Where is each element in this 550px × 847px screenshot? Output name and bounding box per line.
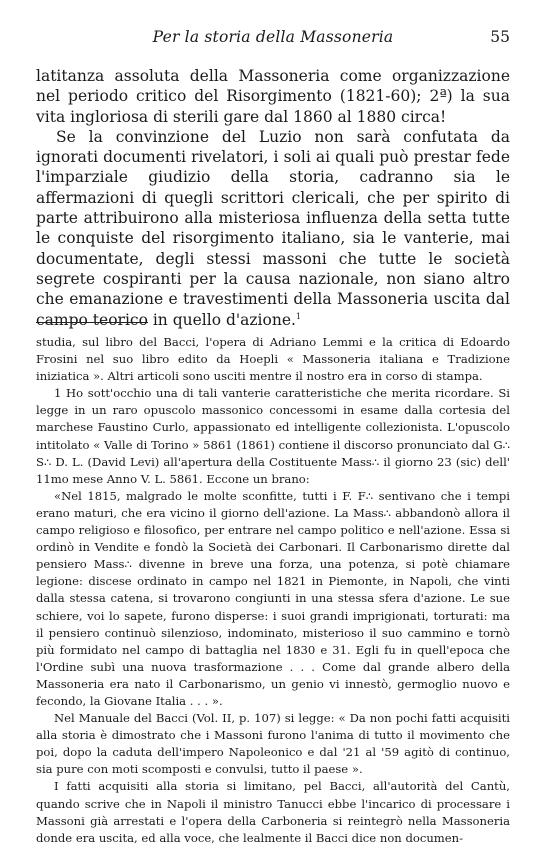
paragraph-luzio-text: Se la convinzione del Luzio non sarà confutata da ignorati documenti rivelatori, i soli ai quali può prestar fede l'imparziale giudizio della storia, cadranno sia le affermazioni di quegli scrittori clericali, che per spirito di parte attribuirono alla misteriosa influenza della setta tutte le conquiste del risorgimento italiano, sia le vanterie, mai documentate, degli stessi massoni che tutte le società segrete cospiranti per la causa nazionale, non siano altro che emanazione e travestimenti della Massoneria uscita dal campo teorico in quello d'azione. [36,127,510,329]
footnote-1-number: 1 [54,386,62,401]
footnotes [36,334,510,847]
footnote-ref[interactable]: 1 [295,311,302,321]
footnote-1 [36,385,510,488]
footnote-divider [36,322,148,323]
footnote-1-text: Ho sott'occhio una di tali vanterie caratteristiche che merita ricordare. Si legge in un raro opuscolo massonico concessomi in esame dalla cortesia del marchese Faustino Curlo, appassionato ed intelligente collezionista. L'opuscolo intitolato « Valle di Torino » 5861 (1861) contiene il discorso pronunciato dal G∴ S∴ D. L. (David Levi) all'apertura della Costituente Mass∴ il giorno 23 (sic) dell' 11mo mese Anno V. L. 5861. Eccone un brano: [36,386,510,486]
footnote-quote: «Nel 1815, malgrado le molte sconfitte, tutti i F. F∴ sentivano che i tempi erano maturi, che era vicino il giorno dell'azione. La Mass∴ abbandonò allora il campo religioso e filosofico, per entrare nel campo politico e nell'azione. Essa si ordinò in Vendite e fondò la Società dei Carbonari. Il Carbonarismo dirette dal pensiero Mass∴ divenne in breve una forza, una potenza, si potè chiamare legione: discese ordinato in campo nel 1821 in Piemonte, in Napoli, che vinti dalla stessa catena, si trovarono congiunti in una stessa sfera d'azione. Le sue schiere, voi lo sapete, furono disperse: i suoi grandi imprigionati, torturati: ma il pensiero continuò silenzioso, indominato, misterioso il suo cammino e tornò più formidato nel campo di battaglia nel 1830 e 31. Egli fu in quell'epoca che l'Ordine subì una nuova trasformazione . . . Come dal grande albero della Massoneria era nato il Carbonarismo, un genio vi innestò, germoglio nuovo e fecondo, la Giovane Italia . . . ». [36,488,510,708]
main-text [36,66,510,330]
footnote-manual: Nel Manuale del Bacci (Vol. II, p. 107) si legge: « Da non pochi fatti acquisiti alla storia è dimostrato che i Massoni furono l'anima di tutto il movimento che poi, dopo la caduta dell'impero Napoleonico e dal '21 al '59 agitò di continuo, sia pure con moti scomposti e convulsi, tutto il paese ». [36,711,510,777]
footnote-last: I fatti acquisiti alla storia si limitano, pel Bacci, all'autorità del Cantù, quando scrive che in Napoli il ministro Tanucci ebbe l'incarico di processare i Massoni già arrestati e l'opera della Carboneria si reintegrò nella Massoneria donde era uscita, ed alla voce, che lealmente il Bacci dice non documen- [36,779,510,845]
running-title: Per la storia della Massoneria [152,28,394,46]
footnote-continuation: studia, sul libro del Bacci, l'opera di Adriano Lemmi e la critica di Edoardo Frosini nel suo libro edito da Hoepli « Massoneria italiana e Tradizione iniziatica ». Altri articoli sono usciti mentre il nostro era in corso di stampa. [36,335,510,384]
page-number: 55 [490,28,510,46]
paragraph-luzio [36,127,510,330]
paragraph-continuation: latitanza assoluta della Massoneria come organizzazione nel periodo critico del Risorgimento (1821-60); 2ª) la sua vita ingloriosa di sterili gare dal 1860 al 1880 circa! [36,67,510,126]
running-header [36,28,510,50]
